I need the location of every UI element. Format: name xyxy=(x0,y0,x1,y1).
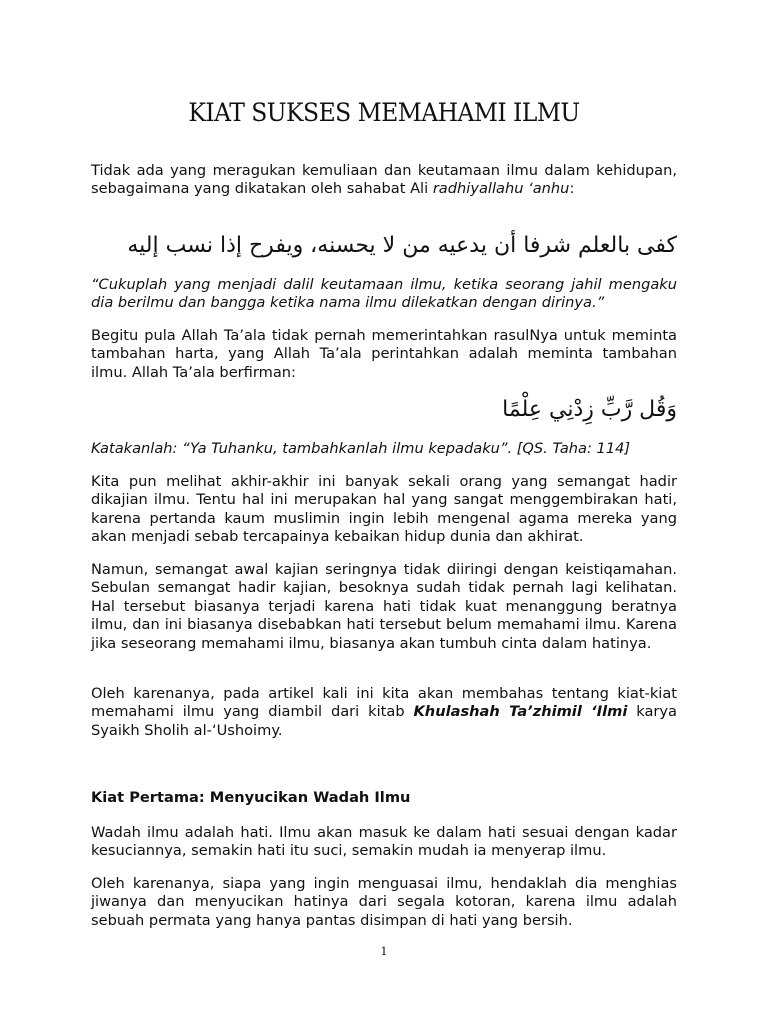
paragraph-namun: Namun, semangat awal kajian seringnya tidak diiringi dengan keistiqamahan. Sebulan semangat hadir kajian, besoknya sudah tidak pernah lagi kelihatan. Hal tersebut biasanya terjadi karena hati tidak kuat menanggung beratnya ilmu, dan ini biasanya disebabkan hati tersebut belum memahami ilmu. Karena jika seseorang memahami ilmu, biasanya akan tumbuh cinta dalam hatinya. xyxy=(91,561,677,652)
book-title: Khulashah Ta’zhimil ‘Ilmi xyxy=(413,703,628,721)
intro-paragraph xyxy=(91,162,677,199)
verse-translation xyxy=(91,440,677,458)
page-title: KIAT SUKSES MEMAHAMI ILMU xyxy=(188,98,580,127)
paragraph-allah: Begitu pula Allah Ta’ala tidak pernah memerintahkan rasulNya untuk meminta tambahan harta, yang Allah Ta’ala perintahkan adalah meminta tambahan ilmu. Allah Ta’ala berfirman: xyxy=(91,327,677,381)
verse-translation-text: Katakanlah: “Ya Tuhanku, tambahkanlah ilmu kepadaku”. [QS. Taha: 114] xyxy=(91,440,631,457)
oleh-text: Oleh karenanya, pada artikel kali ini kita akan membahas tentang kiat-kiat memahami ilmu yang diambil dari kitab xyxy=(91,685,677,721)
section-heading: Kiat Pertama: Menyucikan Wadah Ilmu xyxy=(91,789,411,806)
paragraph-oleh xyxy=(91,685,677,740)
quote-translation xyxy=(91,276,677,313)
arabic-verse: وَقُل رَّبِّ زِدْنِي عِلْمًا xyxy=(502,397,677,422)
quote-translation-text: “Cukuplah yang menjadi dalil keutamaan ilmu, ketika seorang jahil mengaku dia berilmu dan bangga ketika nama ilmu dilekatkan dengan dirinya.” xyxy=(91,276,677,312)
paragraph-oleh-2: Oleh karenanya, siapa yang ingin menguasai ilmu, hendaklah dia menghias jiwanya dan menyucikan hatinya dari segala kotoran, karena ilmu adalah sebuah permata yang hanya pantas disimpan di hati yang bersih. xyxy=(91,875,677,929)
intro-italic: radhiyallahu ‘anhu xyxy=(432,180,570,198)
intro-suffix: : xyxy=(569,180,575,198)
oleh-suffix: karya Syaikh Sholih al-‘Ushoimy. xyxy=(91,703,677,739)
page-number: 1 xyxy=(380,945,388,958)
intro-text: Tidak ada yang meragukan kemuliaan dan keutamaan ilmu dalam kehidupan, sebagaimana yang dikatakan oleh sahabat Ali xyxy=(91,162,677,198)
paragraph-wadah: Wadah ilmu adalah hati. Ilmu akan masuk ke dalam hati sesuai dengan kadar kesuciannya, semakin hati itu suci, semakin mudah ia menyerap ilmu. xyxy=(91,824,677,860)
paragraph-kita: Kita pun melihat akhir-akhir ini banyak sekali orang yang semangat hadir dikajian ilmu. Tentu hal ini merupakan hal yang sangat menggembirakan hati, karena pertanda kaum muslimin ingin lebih mengenal agama mereka yang akan menjadi sebab tercapainya kebaikan hidup dunia dan akhirat. xyxy=(91,473,677,546)
arabic-quote: كفى بالعلم شرفا أن يدعيه من لا يحسنه، ويفرح إذا نسب إليه xyxy=(127,233,677,258)
